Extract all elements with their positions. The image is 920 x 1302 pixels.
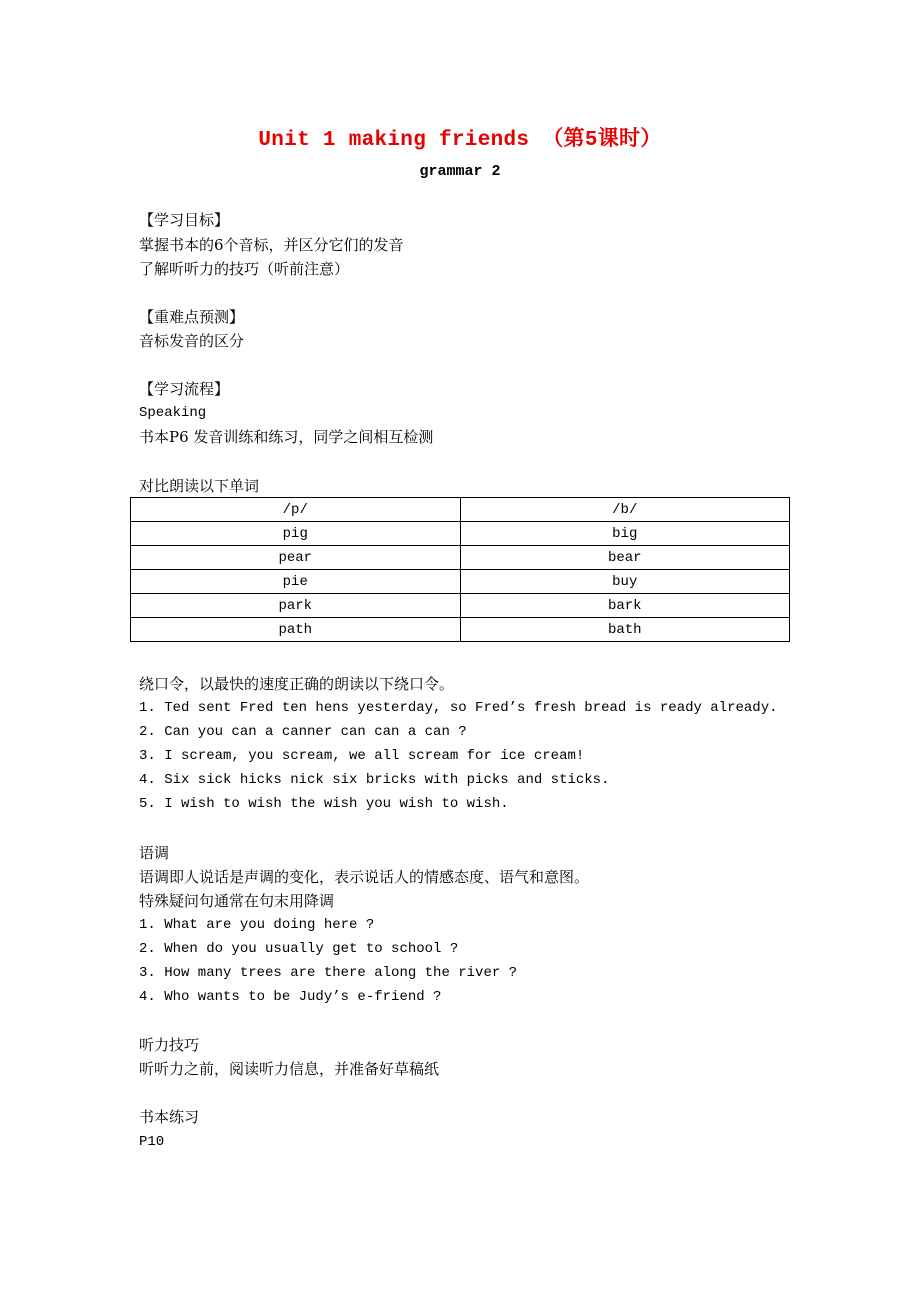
listening-tip: 听听力之前，阅读听力信息，并准备好草稿纸 <box>139 1060 440 1078</box>
table-row <box>131 546 790 570</box>
phonics-word-table <box>130 497 790 642</box>
tongue-twister-item: 3. I scream, you scream, we all scream for ice cream! <box>139 748 585 764</box>
table-cell: bear <box>460 546 790 570</box>
goal-item: 了解听听力的技巧（听前注意） <box>139 260 350 278</box>
tongue-twister-intro: 绕口令，以最快的速度正确的朗读以下绕口令。 <box>139 675 455 693</box>
intonation-item: 2. When do you usually get to school ? <box>139 941 459 957</box>
key-point-item: 音标发音的区分 <box>139 332 245 350</box>
table-cell: park <box>131 594 461 618</box>
exercise-heading: 书本练习 <box>139 1108 200 1126</box>
intonation-item: 3. How many trees are there along the river ? <box>139 965 518 981</box>
listening-heading: 听力技巧 <box>139 1036 200 1054</box>
goal-item: 掌握书本的6个音标，并区分它们的发音 <box>139 236 404 254</box>
table-cell: buy <box>460 570 790 594</box>
table-cell: pie <box>131 570 461 594</box>
tongue-twister-item: 5. I wish to wish the wish you wish to wish. <box>139 796 509 812</box>
compare-label: 对比朗读以下单词 <box>139 477 260 495</box>
table-header: /b/ <box>460 498 790 522</box>
table-row <box>131 522 790 546</box>
speaking-label: Speaking <box>139 405 207 421</box>
page-title: Unit 1 making friends （第5课时） <box>258 129 662 152</box>
intonation-item: 4. Who wants to be Judy’s e-friend ? <box>139 989 442 1005</box>
table-cell: pig <box>131 522 461 546</box>
tongue-twister-item: 4. Six sick hicks nick six bricks with picks and sticks. <box>139 772 610 788</box>
table-header-row <box>131 498 790 522</box>
tongue-twister-item: 1. Ted sent Fred ten hens yesterday, so Fred’s fresh bread is ready already. <box>139 700 778 716</box>
table-row <box>131 618 790 642</box>
table-row <box>131 594 790 618</box>
goals-heading: 【学习目标】 <box>139 211 230 229</box>
table-row <box>131 570 790 594</box>
speaking-description: 书本P6 发音训练和练习，同学之间相互检测 <box>139 428 434 446</box>
key-points-heading: 【重难点预测】 <box>139 308 245 326</box>
exercise-page: P10 <box>139 1134 165 1150</box>
table-cell: bath <box>460 618 790 642</box>
table-cell: bark <box>460 594 790 618</box>
table-cell: pear <box>131 546 461 570</box>
tongue-twister-item: 2. Can you can a canner can can a can ? <box>139 724 467 740</box>
intonation-definition: 语调即人说话是声调的变化，表示说话人的情感态度、语气和意图。 <box>139 868 590 886</box>
table-cell: big <box>460 522 790 546</box>
table-header: /p/ <box>131 498 461 522</box>
page-subtitle: grammar 2 <box>419 163 501 180</box>
intonation-heading: 语调 <box>139 844 170 862</box>
table-cell: path <box>131 618 461 642</box>
process-heading: 【学习流程】 <box>139 380 230 398</box>
intonation-rule: 特殊疑问句通常在句末用降调 <box>139 892 335 910</box>
intonation-item: 1. What are you doing here ? <box>139 917 375 933</box>
